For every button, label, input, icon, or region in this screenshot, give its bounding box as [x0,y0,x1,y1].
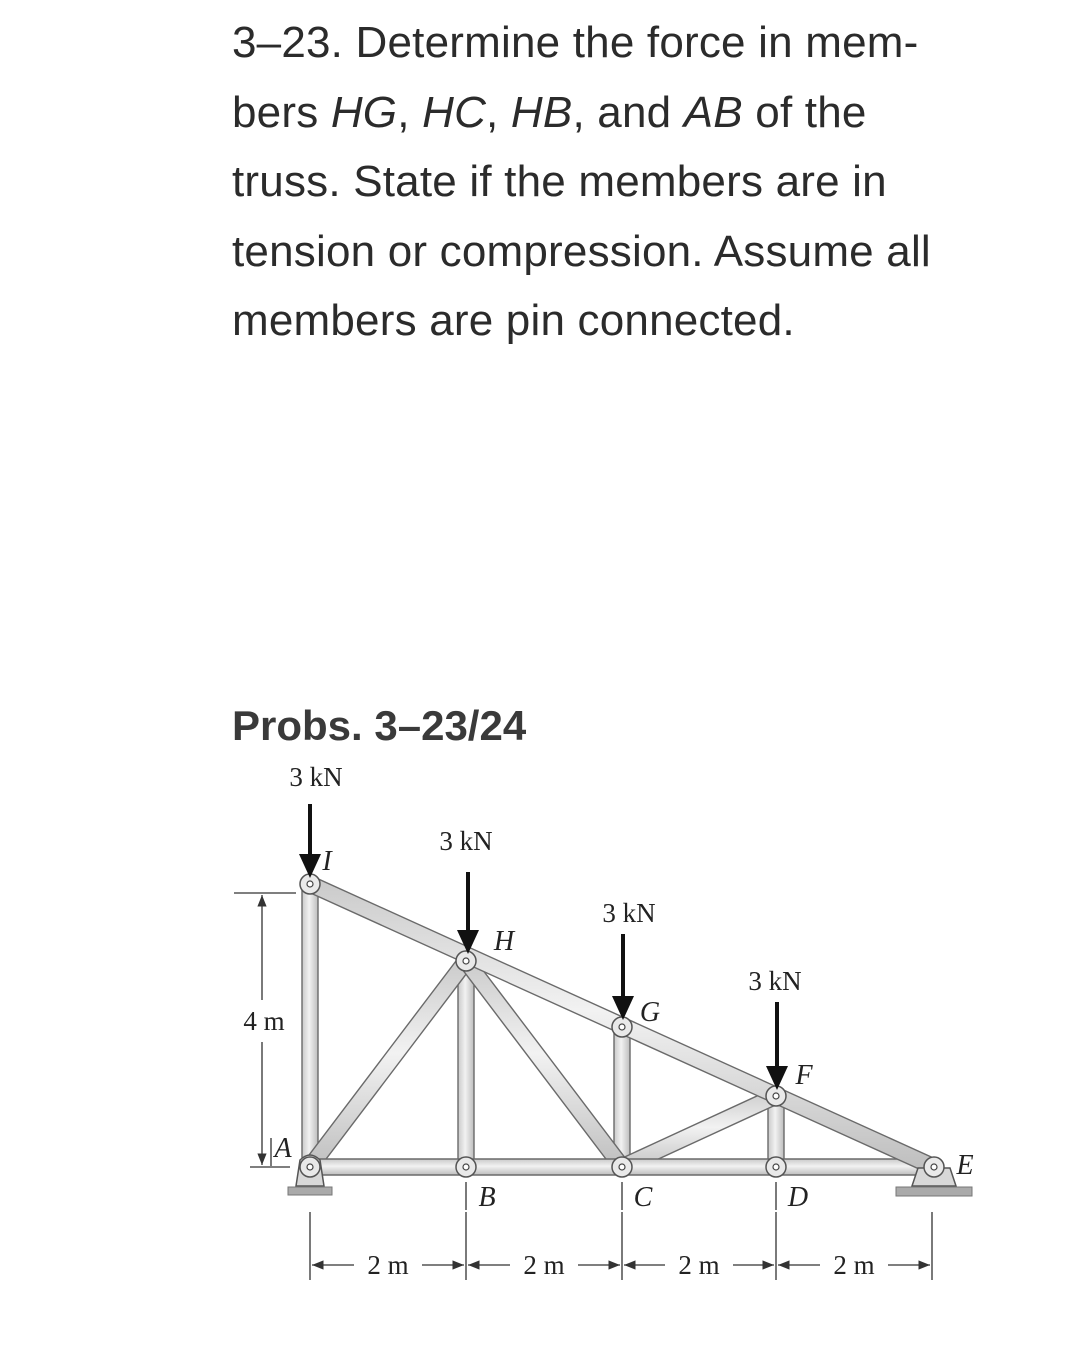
node-label-i: I [322,846,332,877]
node-label-a: A [274,1133,292,1164]
pin-h [463,958,469,964]
load-label-i: 3 kN [289,762,343,792]
problem-line: tension or compression. Assume all [232,226,931,276]
node-label-f: F [795,1060,813,1091]
node-label-e: E [956,1150,974,1181]
problem-line: 3–23. Determine the force in mem- [232,18,919,67]
node-label-d: D [787,1182,809,1213]
pin-a [307,1164,313,1170]
load-label-g: 3 kN [602,898,656,928]
span-dimension-label-2: 2 m [678,1250,720,1280]
applied-loads [289,762,801,1090]
member-ia [302,884,318,1167]
pin-i [307,881,313,887]
dimension-lines [234,893,932,1280]
span-dimension-label-0: 2 m [367,1250,409,1280]
member-hb [458,961,474,1167]
pin-f [773,1093,779,1099]
node-label-b: B [478,1182,496,1213]
pin-b [463,1164,469,1170]
span-dimension-label-3: 2 m [833,1250,875,1280]
pin-g [619,1024,625,1030]
member-name: HG [330,87,398,137]
node-label-c: C [633,1182,653,1213]
span-dimension-label-1: 2 m [523,1250,565,1280]
ground-a [288,1187,332,1195]
pin-e [931,1164,937,1170]
problem-line: bers HG, HC, HB, and AB of the [232,87,867,137]
load-arrow-i-head [299,854,321,878]
node-label-h: H [493,926,515,957]
member-name: HC [422,87,487,137]
member-ah [304,956,473,1172]
height-dimension-label: 4 m [243,1006,285,1036]
node-label-g: G [639,997,661,1028]
member-name: HB [510,87,573,137]
problem-line: members are pin connected. [232,296,795,345]
member-name: AB [683,87,743,137]
load-label-h: 3 kN [439,826,493,856]
figure-caption: Probs. 3–23/24 [232,702,527,749]
ground-e [896,1187,972,1196]
pin-c [619,1164,625,1170]
problem-line: truss. State if the members are in [232,157,887,206]
pin-d [773,1164,779,1170]
load-label-f: 3 kN [748,966,802,996]
